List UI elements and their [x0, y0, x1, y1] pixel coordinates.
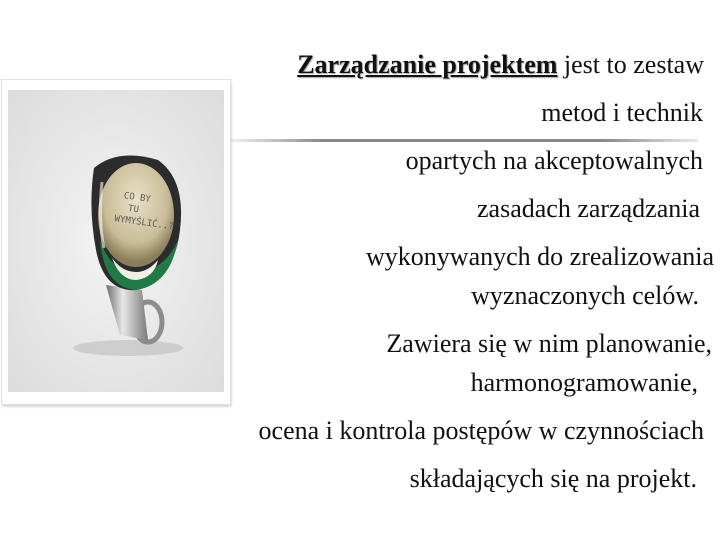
cup-text-line-3: WYMYŚLIĆ..? — [113, 214, 175, 233]
text-line-1 — [297, 50, 704, 80]
text-line-8: harmonogramowanie, — [470, 368, 698, 397]
text-line-6: wyznaczonych celów. — [471, 281, 699, 310]
cup-photo — [8, 90, 224, 392]
cup-text-line-1: CO BY — [123, 191, 152, 205]
text-line-9: ocena i kontrola postępów w czynnościach — [258, 416, 704, 445]
text-line-10: składających się na projekt. — [409, 464, 697, 493]
heading-rest: jest to zestaw — [557, 50, 704, 79]
text-line-7: Zawiera się w nim planowanie, — [386, 329, 712, 358]
photo-frame — [2, 80, 230, 404]
heading-term: Zarządzanie projektem — [297, 50, 558, 79]
cup-text-line-2: TU — [127, 203, 140, 216]
text-line-2: metod i technik — [541, 98, 703, 127]
text-line-3: opartych na akceptowalnych — [405, 146, 703, 175]
text-line-5: wykonywanych do zrealizowania — [366, 242, 714, 271]
text-line-4: zasadach zarządzania — [477, 194, 700, 223]
divider-line — [228, 139, 698, 142]
